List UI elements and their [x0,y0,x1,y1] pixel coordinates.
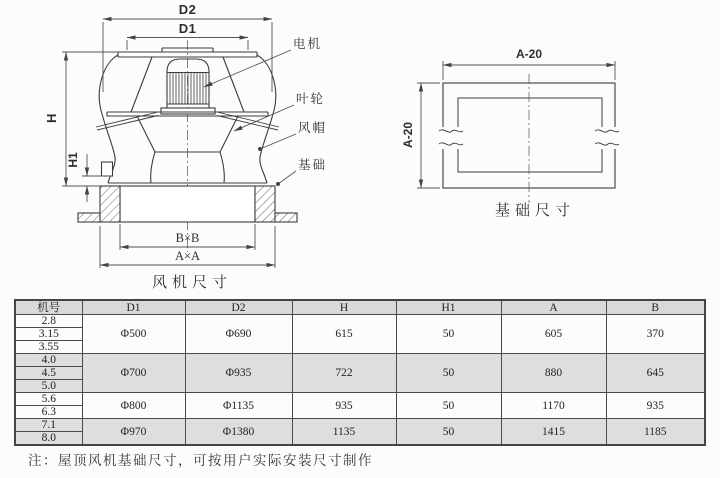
col-header-model: 机号 [15,300,82,315]
col-header-d1: D1 [82,300,185,315]
col-header-d2: D2 [185,300,292,315]
value-cell-d2: Φ690 [185,315,292,354]
foundation-section [78,186,297,222]
model-cell: 5.0 [15,380,82,393]
value-cell-d2: Φ1135 [185,393,292,419]
dim-label-h: H [44,113,59,123]
table-row [15,354,705,367]
foundation-caption: 基础尺寸 [494,203,576,219]
value-cell-h1: 50 [396,354,501,393]
value-cell-h: 615 [292,315,396,354]
value-cell-h1: 50 [396,393,501,419]
dim-label-d1: D1 [178,21,197,36]
fan-caption: 风机尺寸 [151,275,233,291]
value-cell-d1: Φ970 [82,419,185,446]
dim-label-h1: H1 [66,152,80,168]
value-cell-d2: Φ1380 [185,419,292,446]
value-cell-h: 722 [292,354,396,393]
value-cell-b: 645 [606,354,705,393]
dim-label-bxb: B×B [175,231,200,245]
model-cell: 4.5 [15,367,82,380]
col-header-a: A [501,300,606,315]
part-label-base: 基础 [298,158,328,172]
value-cell-h: 935 [292,393,396,419]
model-cell: 7.1 [15,419,82,432]
value-cell-a: 880 [501,354,606,393]
value-cell-a: 605 [501,315,606,354]
col-header-b: B [606,300,705,315]
foundation-diagram [417,61,623,203]
value-cell-b: 1185 [606,419,705,446]
foundation-inner-rect [458,98,602,172]
part-label-impeller: 叶轮 [296,92,326,106]
dim-label-a20-left: A-20 [401,121,415,149]
table-row [15,393,705,406]
model-cell: 6.3 [15,406,82,419]
leader-base [278,171,296,184]
model-cell: 8.0 [15,432,82,446]
value-cell-h: 1135 [292,419,396,446]
value-cell-b: 935 [606,393,705,419]
footnote: 注：屋顶风机基础尺寸，可按用户实际安装尺寸制作 [28,453,373,468]
model-cell: 2.8 [15,315,82,328]
value-cell-d2: Φ935 [185,354,292,393]
dim-label-d2: D2 [178,2,197,17]
header-row [15,300,705,315]
dim-label-a20-top: A-20 [515,47,543,61]
model-cell: 4.0 [15,354,82,367]
col-header-h: H [292,300,396,315]
value-cell-d1: Φ500 [82,315,185,354]
model-cell: 5.6 [15,393,82,406]
value-cell-a: 1415 [501,419,606,446]
model-cell: 3.55 [15,341,82,354]
value-cell-d1: Φ700 [82,354,185,393]
value-cell-h1: 50 [396,315,501,354]
leader-cowl [260,134,296,149]
leader-lines [204,50,296,186]
dim-a20-left [417,83,440,188]
leader-motor [204,50,291,87]
part-label-cowl: 风帽 [298,121,328,135]
value-cell-d1: Φ800 [82,393,185,419]
table-row [15,315,705,328]
table-row [15,419,705,432]
part-label-motor: 电机 [293,37,323,51]
col-header-h1: H1 [396,300,501,315]
side-bracket [102,162,113,176]
dim-label-axa: A×A [174,249,201,263]
fan-spec-table [14,299,706,446]
value-cell-a: 1170 [501,393,606,419]
model-cell: 3.15 [15,328,82,341]
value-cell-h1: 50 [396,419,501,446]
motor [161,59,215,114]
value-cell-b: 370 [606,315,705,354]
